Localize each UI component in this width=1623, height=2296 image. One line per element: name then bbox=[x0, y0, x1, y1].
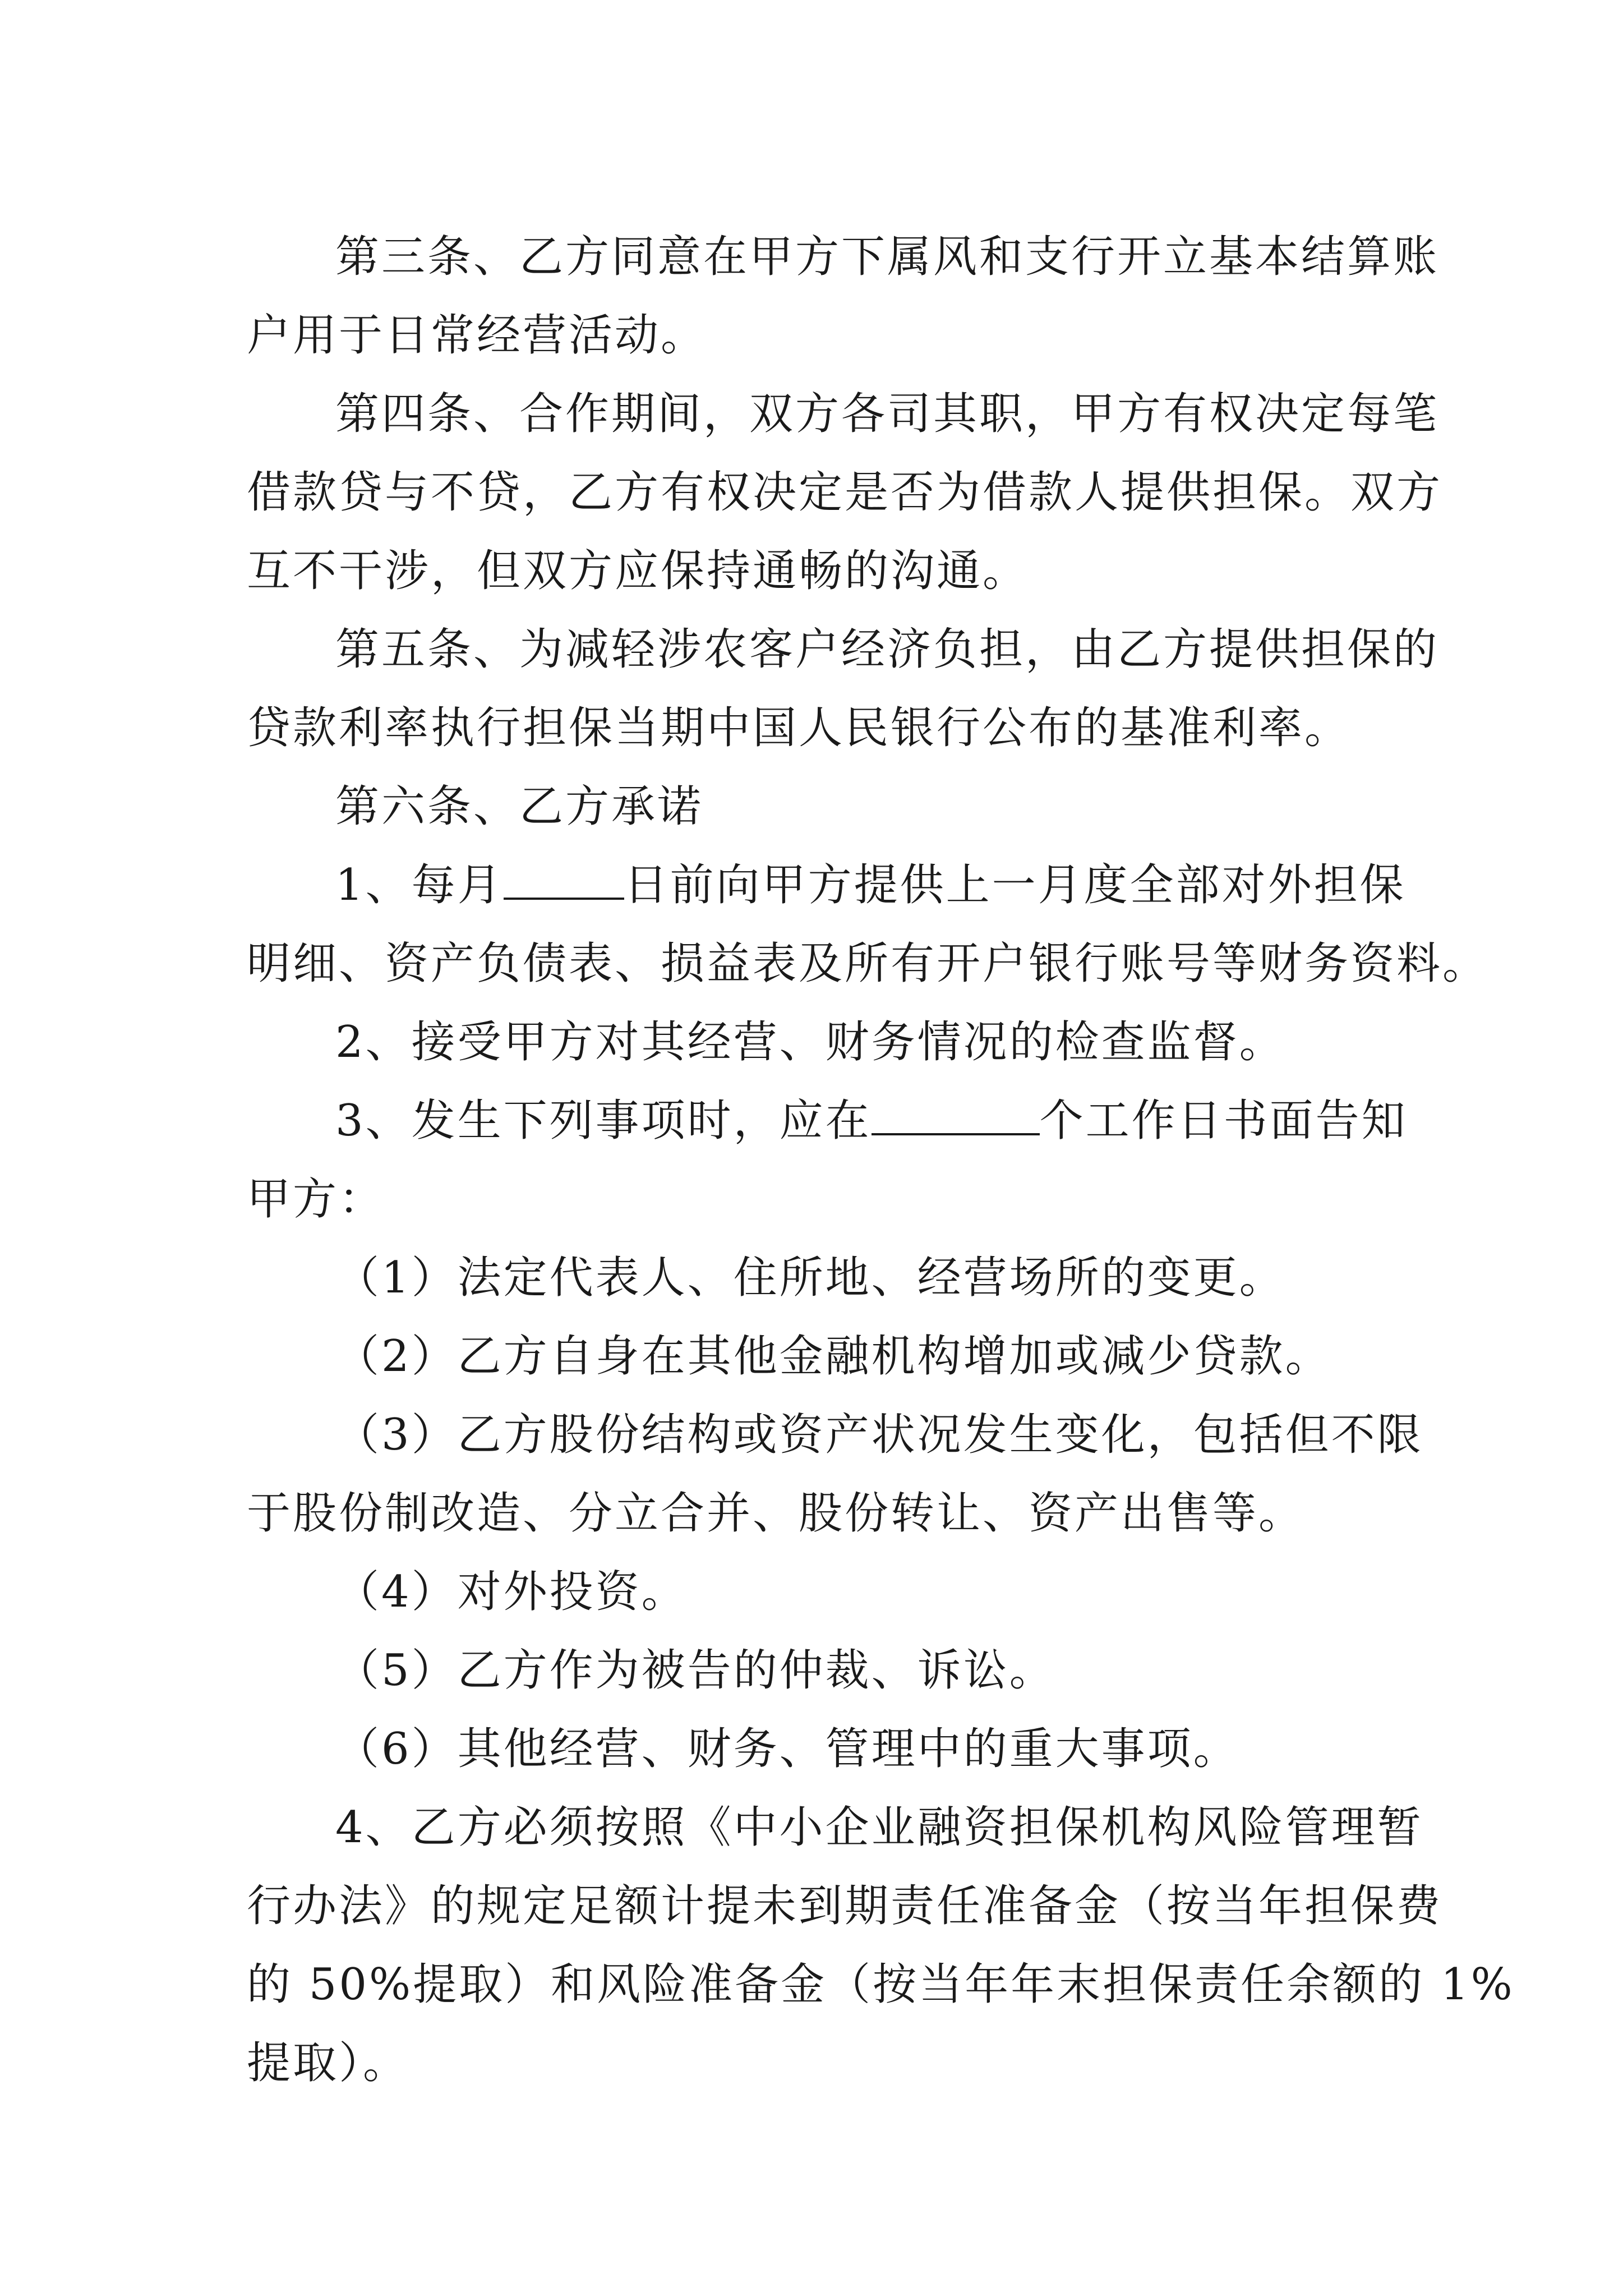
sub-item-3-line-1: （3）乙方股份结构或资产状况发生变化，包括但不限 bbox=[335, 1410, 1423, 1460]
article-4-line-2: 借款贷与不贷，乙方有权决定是否为借款人提供担保。双方 bbox=[247, 467, 1443, 518]
item-4-line-2: 行办法》的规定足额计提未到期责任准备金（按当年担保费 bbox=[247, 1881, 1443, 1931]
contract-body bbox=[247, 218, 1515, 2102]
item-1-suffix: 日前向甲方提供上一月度全部对外担保 bbox=[624, 860, 1406, 910]
article-4-line-1: 第四条、合作期间，双方各司其职，甲方有权决定每笔 bbox=[335, 389, 1440, 439]
item-4-line-4: 提取）。 bbox=[247, 2038, 409, 2088]
sub-item-5: （5）乙方作为被告的仲裁、诉讼。 bbox=[335, 1645, 1055, 1696]
article-5-line-2: 贷款利率执行担保当期中国人民银行公布的基准利率。 bbox=[247, 703, 1351, 753]
sub-item-3-line-2: 于股份制改造、分立合并、股份转让、资产出售等。 bbox=[247, 1488, 1305, 1539]
item-1-line-1 bbox=[247, 846, 1406, 924]
workdays-blank-field[interactable] bbox=[872, 1099, 1040, 1135]
sub-item-1: （1）法定代表人、住所地、经营场所的变更。 bbox=[335, 1253, 1285, 1303]
item-4-line-1: 4、乙方必须按照《中小企业融资担保机构风险管理暂 bbox=[335, 1802, 1423, 1853]
sub-item-2: （2）乙方自身在其他金融机构增加或减少贷款。 bbox=[335, 1331, 1331, 1382]
sub-item-4: （4）对外投资。 bbox=[335, 1567, 688, 1617]
item-4-line-3: 的 50%提取）和风险准备金（按当年年末担保责任余额的 1% bbox=[247, 1959, 1515, 2010]
article-5-line-1: 第五条、为减轻涉农客户经济负担，由乙方提供担保的 bbox=[335, 624, 1440, 675]
article-6-heading: 第六条、乙方承诺 bbox=[335, 781, 704, 832]
sub-item-6: （6）其他经营、财务、管理中的重大事项。 bbox=[335, 1724, 1239, 1774]
item-3-suffix: 个工作日书面告知 bbox=[1039, 1096, 1408, 1146]
item-3-prefix: 3、发生下列事项时，应在 bbox=[335, 1096, 872, 1146]
day-blank-field[interactable] bbox=[504, 864, 624, 900]
item-3-line-1 bbox=[247, 1082, 1408, 1160]
item-1-line-2: 明细、资产负债表、损益表及所有开户银行账号等财务资料。 bbox=[247, 938, 1489, 989]
item-2: 2、接受甲方对其经营、财务情况的检查监督。 bbox=[335, 1017, 1285, 1068]
article-3-line-2: 户用于日常经营活动。 bbox=[247, 310, 707, 361]
article-3-line-1: 第三条、乙方同意在甲方下属风和支行开立基本结算账 bbox=[335, 232, 1440, 282]
item-1-prefix: 1、每月 bbox=[335, 860, 504, 910]
item-3-line-2: 甲方： bbox=[247, 1174, 385, 1225]
article-4-line-3: 互不干涉，但双方应保持通畅的沟通。 bbox=[247, 546, 1029, 596]
